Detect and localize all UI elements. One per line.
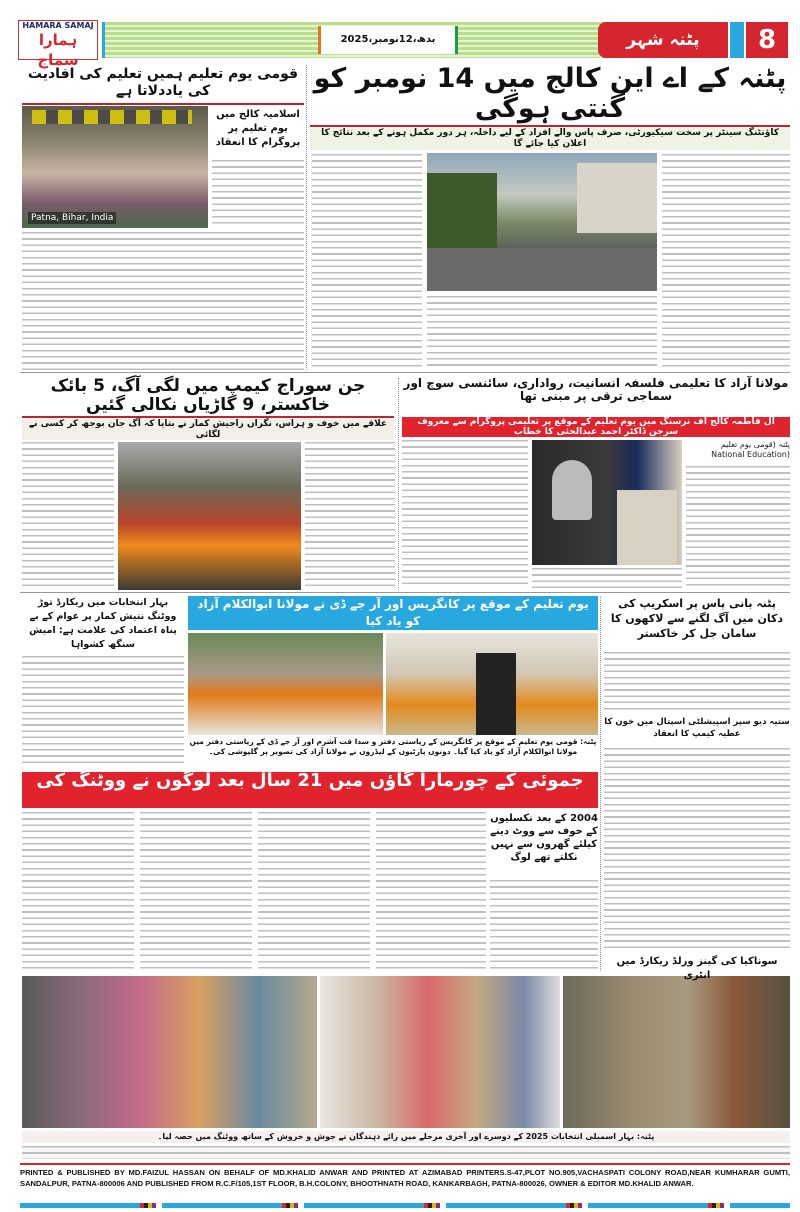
logo <box>18 20 98 69</box>
article-body-text <box>662 154 790 367</box>
date-box: بدھ،12نومبر،2025 <box>318 26 458 54</box>
main-headline: پٹنہ کے اے این کالج میں 14 نومبر کو گنتی ہوگی <box>313 63 787 124</box>
main-subhead: کاؤنٹنگ سینٹر پر سخت سیکیورٹی، صرف پاس والے افراد کے لیے داخلہ، ہر دور مکمل ہونے کے بعد نتائج کا اعلان کیا جائے گا <box>310 128 790 150</box>
article-body-text <box>305 442 395 590</box>
bottom-photo-caption: پٹنہ: بہار اسمبلی انتخابات 2025 کے دوسرے اور آخری مرحلے میں رائے دہندگان نے جوش و خروش کے ساتھ ووٹنگ میں حصہ لیا۔ <box>22 1131 790 1143</box>
page-number: 8 <box>746 22 788 58</box>
article-body-text <box>532 568 682 588</box>
article-body-text <box>604 652 790 712</box>
guinness-headline: سوناکیا کی گینز ورلڈ ریکارڈ میں انٹری <box>616 956 778 981</box>
footer-imprint: PRINTED & PUBLISHED BY MD.FAIZUL HASSAN ON BEHALF OF MD.KHALID ANWAR AND PRINTED AT AZIMABAD PRINTERS.S-47,PLOT NO.905,VACHASPATI COLONY ROAD,NEAR KUMHARAR GUMTI, SANDALPUR, PATNA-800006 AND PUBLISHED FROM R.C.F/105,1ST FLOOR, B.H.COLONY, BHOOTHNATH ROAD, KANKARBAGH, PATNA-800026, OWNER & EDITOR MD.KHALID ANWAR. <box>20 1168 790 1188</box>
section-divider <box>730 22 744 58</box>
fire-headline: جن سوراج کیمپ میں لگی آگ، 5 بائک خاکستر، 9 گاڑیاں نکالی گئیں <box>50 376 366 415</box>
azad-headline: مولانا آزاد کا تعلیمی فلسفہ انسانیت، رواداری، سائنسی سوچ اور سماجی ترقی پر مبنی تھا <box>403 376 789 403</box>
article-body-text <box>22 232 304 370</box>
logo-urdu: ہمارا سماج <box>37 31 79 69</box>
congress-headline: یوم تعلیم کے موقع پر کانگریس اور آر جے ڈی نے مولانا ابوالکلام آزاد کو یاد کیا <box>188 596 598 630</box>
masthead <box>18 20 788 69</box>
article-body-text <box>402 440 528 588</box>
footer-color-bar <box>20 1203 790 1208</box>
congress-caption: پٹنہ: قومی یوم تعلیم کے موقع پر کانگریس کے ریاستی دفتر و سدا قت آشرم اور آر جے ڈی کے ریاستی دفتر میں مولانا ابوالکلام آزاد کو یاد کیا گیا۔ دونوں پارٹیوں کے لیڈروں نے مولانا آزاد کی تصویر پر گلپوشی کی۔ <box>189 737 597 756</box>
article-body-text <box>258 812 370 970</box>
photo-caption: Patna, Bihar, India <box>28 212 116 224</box>
elderly-voter-photo <box>563 976 790 1128</box>
fire-photo <box>118 442 301 590</box>
section-title: پٹنہ شہر <box>598 22 728 58</box>
article-body-text <box>22 656 184 767</box>
azad-subhead: آل فاطمہ کالج آف نرسنگ میں یوم تعلیم کے موقع پر تعلیمی پروگرام سے معروف سرجن ڈاکٹر احمد عبدالحئی کا خطاب <box>402 417 790 437</box>
voters-queue-photo <box>22 976 317 1128</box>
rjd-tribute-photo <box>386 633 598 735</box>
article-body-text <box>22 442 114 590</box>
article-body-text <box>604 748 790 952</box>
article-body-text <box>376 812 486 970</box>
counting-centre-photo <box>427 153 657 291</box>
article-body-text <box>140 812 252 970</box>
article-body-text <box>490 880 598 970</box>
logo-english: HAMARA SAMAJ <box>22 21 94 30</box>
article-body-text <box>22 1146 790 1159</box>
jamui-subhead: 2004 کے بعد نکسلیوں کے خوف سے ووٹ دینے کیلئے گھروں سے نہیں نکلتے تھے لوگ <box>490 813 598 863</box>
article-body-text <box>22 812 134 970</box>
record-headline: بہار انتخابات میں ریکارڈ توڑ ووٹنگ نتیش کمار پر عوام کے بے پناہ اعتماد کی علامت ہے: امیش سنگھ کشواہا <box>29 597 177 650</box>
speaker-photo <box>532 440 682 565</box>
article-body-text <box>427 296 657 368</box>
article-body-text <box>212 160 304 226</box>
congress-tribute-photo <box>188 633 383 735</box>
top-left-subhead: اسلامیہ کالج میں یوم تعلیم پر پروگرام کا انعقاد <box>215 109 301 148</box>
scrap-fire-headline: پٹنہ بانی پاس پر اسکریپ کی دکان میں آگ لگنے سے لاکھوں کا سامان جل کر خاکستر <box>610 597 784 640</box>
article-body-text <box>312 154 422 367</box>
polling-booth-photo <box>320 976 560 1128</box>
article-body-text <box>686 466 790 588</box>
azad-lead: پٹنہ (قومی یوم تعلیم (National Education <box>711 440 790 459</box>
blood-camp-headline: ستیہ دیو سپر اسپیشلٹی اسپتال میں خون کا عطیہ کیمپ کا انعقاد <box>604 717 790 739</box>
top-left-headline: قومی یوم تعلیم ہمیں تعلیم کی افادیت کی یاددلاتا ہے <box>27 66 299 99</box>
jamui-headline: جموئی کے چورمارا گاؤں میں 21 سال بعد لوگوں نے ووٹنگ کی <box>22 772 598 808</box>
fire-subhead: علاقے میں خوف و ہراس، نگراں راجیش کمار نے بتایا کہ آگ جان بوجھ کر کسی نے لگائی <box>22 419 394 440</box>
education-day-photo <box>22 106 208 228</box>
